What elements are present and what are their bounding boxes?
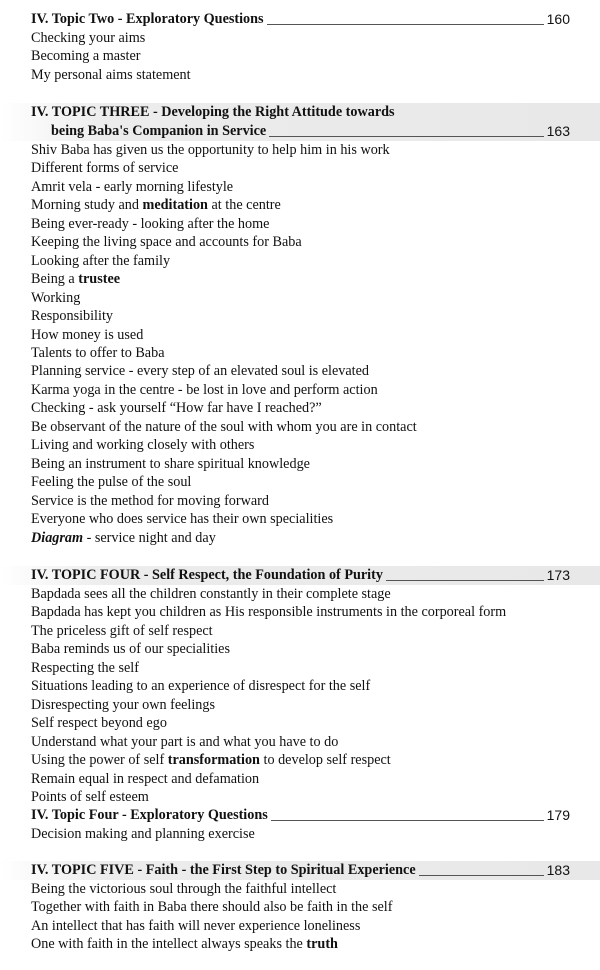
item-emphasis: trustee [78, 271, 121, 288]
dot-leader [271, 819, 544, 821]
item-text: Using the power of self [31, 752, 168, 769]
toc-section-topic-two-exploratory [0, 10, 600, 84]
heading-title: IV. TOPIC FOUR - Self Respect, the Foundation of Purity [31, 567, 383, 583]
dot-leader [419, 874, 544, 876]
topic-list [0, 29, 600, 84]
item-text: One with faith in the intellect always speaks the [31, 936, 307, 953]
item-text: - service night and day [83, 529, 216, 546]
heading-line [31, 566, 570, 585]
list-item: Decision making and planning exercise [31, 826, 255, 842]
list-item: Planning service - every step of an elevated soul is elevated [31, 363, 370, 380]
list-item: Be observant of the nature of the soul with whom you are in contact [31, 418, 417, 435]
list-item: Understand what your part is and what you have to do [31, 733, 339, 750]
page-number: 163 [546, 123, 570, 139]
list-item: An intellect that has faith will never experience loneliness [31, 917, 361, 934]
list-item: Looking after the family [31, 252, 171, 269]
section-heading [0, 103, 600, 141]
list-item: Karma yoga in the centre - be lost in love and perform action [31, 381, 378, 398]
list-item: Self respect beyond ego [31, 715, 167, 732]
list-item: Bapdada has kept you children as His responsible instruments in the corporeal form [31, 604, 507, 621]
list-item: Together with faith in Baba there should also be faith in the self [31, 899, 393, 916]
section-heading [0, 10, 600, 29]
list-item [0, 196, 600, 214]
list-item: Disrespecting your own feelings [31, 696, 216, 713]
heading-line [31, 103, 570, 122]
heading-line [31, 806, 570, 825]
list-item: Respecting the self [31, 659, 139, 676]
item-text: Morning study and [31, 197, 143, 214]
item-text: to develop self respect [259, 752, 391, 769]
list-item: Being an instrument to share spiritual knowledge [31, 455, 310, 472]
list-item [0, 751, 600, 769]
list-item: Becoming a master [31, 48, 141, 65]
list-item: Baba reminds us of our specialities [31, 641, 230, 658]
page-number: 160 [546, 11, 570, 27]
list-item: Checking - ask yourself “How far have I reached?” [31, 400, 322, 417]
list-item: Keeping the living space and accounts for Baba [31, 234, 302, 251]
list-item: How money is used [31, 326, 144, 343]
list-item: Bapdada sees all the children constantly in their complete stage [31, 586, 391, 602]
heading-line [31, 10, 570, 29]
list-item: Working [31, 289, 81, 306]
list-item: Everyone who does service has their own specialities [31, 511, 334, 528]
item-text: at the centre [207, 197, 281, 214]
page-number: 183 [546, 862, 570, 878]
item-emphasis: meditation [142, 197, 208, 214]
list-item: Points of self esteem [31, 788, 149, 805]
heading-title-continued: being Baba's Companion in Service [51, 123, 267, 139]
topic-list [0, 141, 600, 547]
heading-line [31, 861, 570, 880]
list-item: Feeling the pulse of the soul [31, 474, 192, 491]
item-emphasis: truth [306, 936, 338, 953]
list-item: Amrit vela - early morning lifestyle [31, 178, 234, 195]
list-item [0, 270, 600, 288]
list-item: Talents to offer to Baba [31, 344, 165, 361]
item-emphasis: transformation [167, 752, 260, 769]
list-item: The priceless gift of self respect [31, 622, 213, 639]
dot-leader [267, 23, 544, 25]
heading-line [31, 122, 570, 141]
topic-list [0, 825, 600, 843]
list-item: Service is the method for moving forward [31, 492, 269, 509]
list-item: Shiv Baba has given us the opportunity to help him in his work [31, 142, 390, 158]
dot-leader [386, 579, 544, 581]
list-item: Situations leading to an experience of disrespect for the self [31, 678, 371, 695]
list-item: Being ever-ready - looking after the home [31, 215, 270, 232]
section-heading [0, 861, 600, 880]
list-item: Remain equal in respect and defamation [31, 770, 260, 787]
topic-list [0, 880, 600, 954]
list-item: Being the victorious soul through the faithful intellect [31, 881, 337, 897]
list-item [0, 935, 600, 953]
list-item: Living and working closely with others [31, 437, 255, 454]
list-item: My personal aims statement [31, 66, 191, 83]
topic-list [0, 585, 600, 806]
item-emphasis: Diagram [31, 529, 84, 546]
page-number: 179 [546, 807, 570, 823]
heading-title: IV. Topic Two - Exploratory Questions [31, 11, 264, 27]
list-item [0, 529, 600, 547]
toc-section-topic-five [0, 861, 600, 954]
toc-section-topic-four-exploratory [0, 806, 600, 843]
toc-section-topic-four [0, 566, 600, 806]
page-number: 173 [546, 567, 570, 583]
item-text: Being a [31, 271, 79, 288]
toc-section-topic-three [0, 103, 600, 547]
heading-title: IV. TOPIC THREE - Developing the Right Attitude towards [31, 104, 395, 120]
heading-title: IV. Topic Four - Exploratory Questions [31, 807, 268, 823]
dot-leader [269, 135, 543, 137]
heading-title: IV. TOPIC FIVE - Faith - the First Step to Spiritual Experience [31, 862, 416, 878]
list-item: Responsibility [31, 308, 113, 325]
section-heading [0, 806, 600, 825]
section-heading [0, 566, 600, 585]
list-item: Different forms of service [31, 160, 179, 177]
list-item: Checking your aims [31, 30, 146, 46]
